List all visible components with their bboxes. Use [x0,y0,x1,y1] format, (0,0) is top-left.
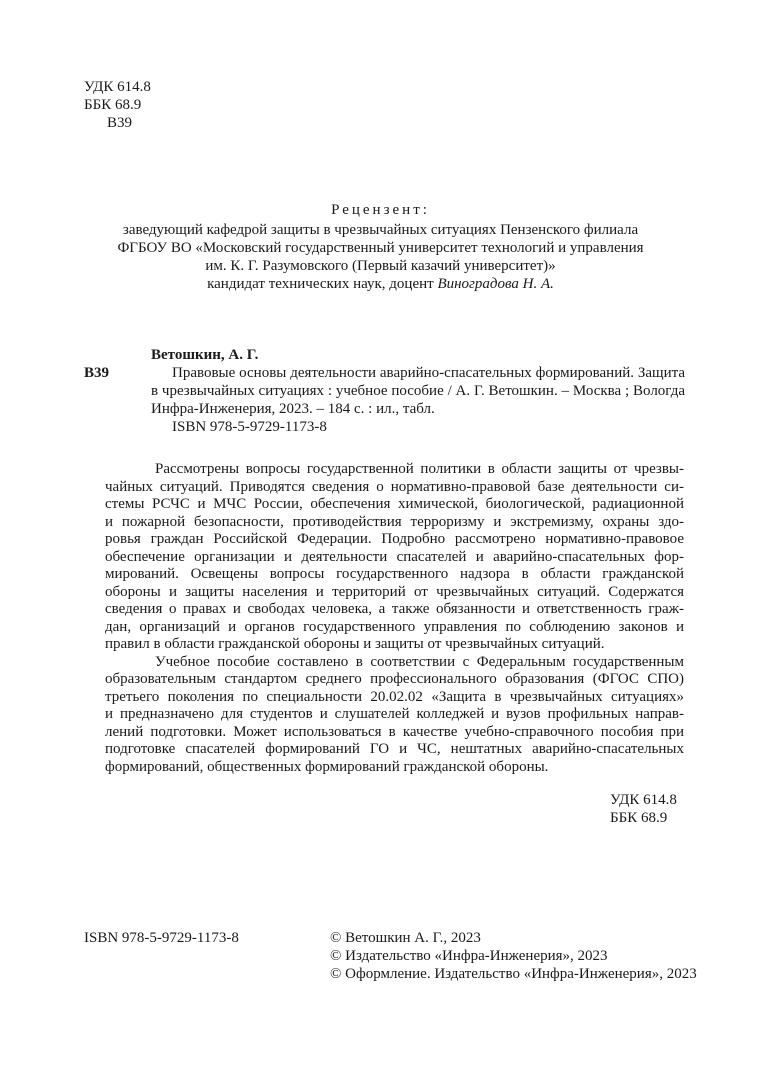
abstract-line: правил в области гражданской обороны и защиты от чрезвычайных ситуаций. [105,636,605,652]
abstract-line: третьего поколения по специальности 20.02.02 «Защита в чрезвычайных ситуациях» [105,688,684,705]
bib-line: Инфра-Инженерия, 2023. – 184 с. : ил., табл. [151,401,435,417]
footer-isbn: ISBN 978-5-9729-1173-8 [84,930,239,946]
abstract-line: и пожарной безопасности, противодействия терроризму и экстремизму, охраны здо- [105,513,684,530]
abstract-line: лений подготовки. Может использоваться в качестве учебно-справочного пособия при [105,723,684,740]
reviewer-degree: кандидат технических наук, доцент [207,276,434,292]
reviewer-line: ФГБОУ ВО «Московский государственный университет технологий и управления [117,240,644,256]
class-bbk: ББК 68.9 [610,810,668,826]
bib-code: В39 [84,365,110,381]
reviewer-line: им. К. Г. Разумовского (Первый казачий университет)» [205,258,556,274]
copyright-line: © Издательство «Инфра-Инженерия», 2023 [330,948,608,964]
abstract-line: подготовке спасателей формирований ГО и ЧС, нештатных аварийно-спасательных [105,741,684,757]
copyright-line: © Ветошкин А. Г., 2023 [330,930,481,946]
abstract-line: обеспечение организации и деятельности спасателей и аварийно-спасательных фор- [105,548,684,565]
header-bbk: ББК 68.9 [84,97,142,113]
reviewer-line: заведующий кафедрой защиты в чрезвычайных ситуациях Пензенского филиала [122,222,639,238]
abstract-line: и предназначено для студентов и слушателей колледжей и вузов профильных направ- [105,706,684,722]
bib-isbn: ISBN 978-5-9729-1173-8 [172,419,327,435]
reviewer-title: Рецензент: [331,202,430,218]
abstract-line: формирований, общественных формирований гражданской обороны. [105,758,549,775]
abstract-line: образовательным стандартом среднего профессионального образования (ФГОС СПО) [105,671,684,687]
abstract-line: мирований. Освещены вопросы государственного надзора в области гражданской [105,566,684,582]
copyright-line: © Оформление. Издательство «Инфра-Инженерия», 2023 [330,966,697,982]
abstract-line: чайных ситуаций. Приводятся сведения о нормативно-правовой базе деятельности си- [105,478,684,495]
abstract-line: Рассмотрены вопросы государственной политики в области защиты от чрезвы- [155,461,684,477]
bib-line: Правовые основы деятельности аварийно-спасательных формирований. Защита [172,365,685,381]
abstract-line: дан, организаций и органов государственного управления по соблюдению законов и [105,618,684,635]
abstract-line: обороны и защиты населения и территорий от чрезвычайных ситуаций. Содержатся [105,583,684,600]
abstract-line: Учебное пособие составлено в соответствии с Федеральным государственным [155,653,684,670]
bib-line: в чрезвычайных ситуациях : учебное пособие / А. Г. Ветошкин. – Москва ; Вологда [151,383,685,399]
class-udk: УДК 614.8 [610,792,677,808]
abstract-line: ровья граждан Российской Федерации. Подробно рассмотрено нормативно-правовое [105,531,684,547]
abstract-line: сведения о правах и свободах человека, а также обязанности и ответственность граж- [105,601,684,617]
reviewer-degree-line [0,275,761,293]
abstract-line: стемы РСЧС и МЧС России, обеспечения химической, биологической, радиационной [105,496,684,512]
header-code: В39 [107,115,133,131]
header-udk: УДК 614.8 [84,79,151,95]
bib-author: Ветошкин, А. Г. [151,347,259,363]
reviewer-name: Виноградова Н. А. [437,276,554,292]
